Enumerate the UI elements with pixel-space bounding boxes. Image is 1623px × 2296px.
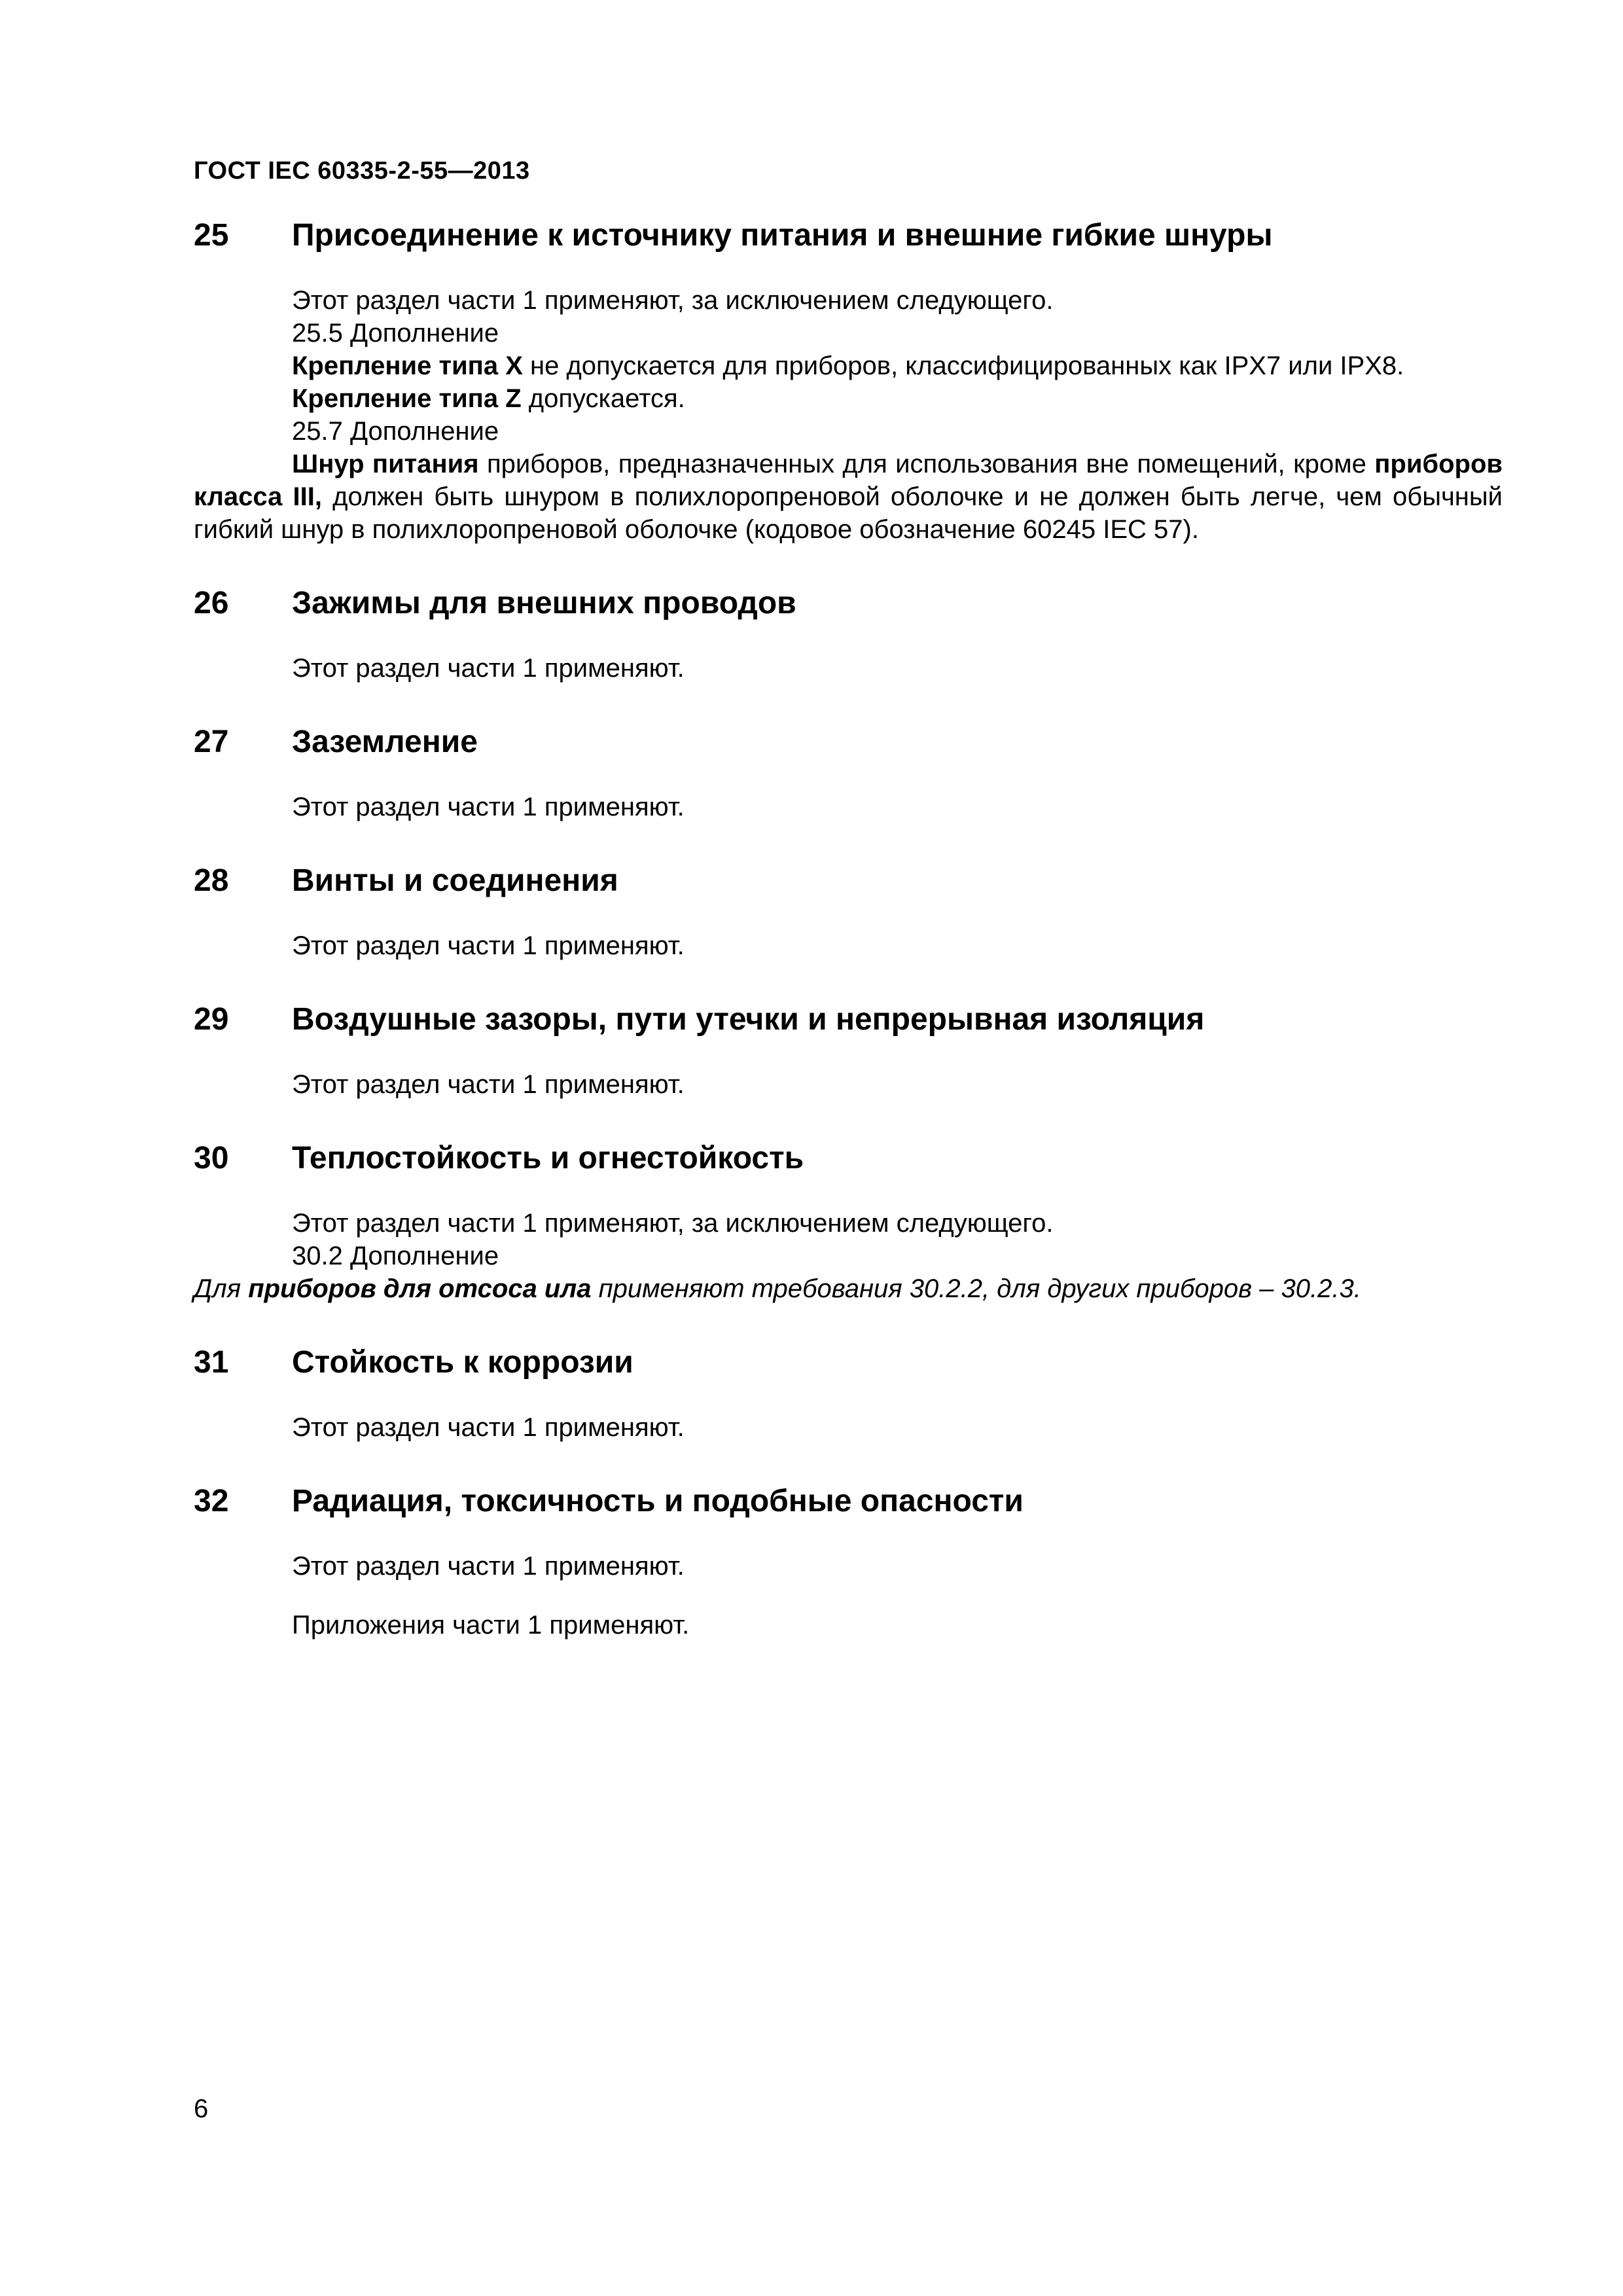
section-number: 28 (194, 863, 229, 898)
section-text: Этот раздел части 1 применяют. (292, 793, 685, 821)
clause-supply-cord (194, 448, 1503, 546)
section-heading-29 (194, 1000, 1503, 1039)
section-text: Этот раздел части 1 применяют. (292, 654, 685, 683)
section-title: Воздушные зазоры, пути утечки и непрерывная изоляция (292, 1002, 1205, 1037)
section-heading-32 (194, 1482, 1503, 1521)
section-number: 32 (194, 1484, 229, 1518)
term-class-iii: приборов класса III, (194, 450, 1503, 511)
section-number: 30 (194, 1141, 229, 1175)
clause-text: должен быть шнуром в полихлоропреновой оболочке и не должен быть легче, чем обычный гибкий шнур в полихлоропреновой оболочке (кодовое обозначение 60245 IEC 57). (194, 482, 1503, 544)
annexes-note: Приложения части 1 применяют. (292, 1611, 690, 1640)
section-text: Этот раздел части 1 применяют. (292, 1070, 685, 1099)
clause-text: приборов, предназначенных для использования вне помещений, кроме (478, 450, 1375, 478)
section-title: Заземление (292, 725, 478, 759)
term-sludge-appliances: приборов для отсоса ила (248, 1274, 592, 1303)
clause-type-x (194, 350, 1503, 382)
section-number: 29 (194, 1002, 229, 1037)
section-heading-31 (194, 1343, 1503, 1382)
term-supply-cord: Шнур питания (292, 450, 479, 478)
section-heading-25 (194, 216, 1503, 255)
section-text: Этот раздел части 1 применяют. (292, 1552, 685, 1581)
clause-sludge-appliances (96, 1272, 1503, 1305)
section-heading-27 (194, 723, 1503, 762)
page-number: 6 (194, 2094, 209, 2123)
clause-type-z (194, 382, 1503, 415)
section-title: Радиация, токсичность и подобные опасности (292, 1484, 1024, 1518)
section-intro: Этот раздел части 1 применяют, за исключением следующего. (292, 286, 1054, 315)
section-number: 26 (194, 586, 229, 620)
section-title: Стойкость к коррозии (292, 1345, 633, 1380)
section-title: Теплостойкость и огнестойкость (292, 1141, 804, 1175)
section-number: 27 (194, 725, 229, 759)
clause-text: допускается. (521, 384, 685, 413)
section-heading-30 (194, 1139, 1503, 1178)
document-header: ГОСТ IEC 60335-2-55—2013 (194, 157, 530, 185)
section-text: Этот раздел части 1 применяют. (292, 931, 685, 960)
document-body (194, 216, 1503, 1641)
section-title: Присоединение к источнику питания и внешние гибкие шнуры (292, 218, 1273, 253)
section-heading-26 (194, 584, 1503, 623)
section-title: Винты и соединения (292, 863, 618, 898)
section-intro: Этот раздел части 1 применяют, за исключением следующего. (292, 1209, 1054, 1238)
section-number: 25 (194, 218, 229, 253)
clause-text: Для (194, 1274, 249, 1303)
clause-25-7: 25.7 Дополнение (292, 417, 499, 446)
section-title: Зажимы для внешних проводов (292, 586, 796, 620)
clause-text: не допускается для приборов, классифицированных как IPX7 или IPX8. (522, 351, 1404, 380)
section-heading-28 (194, 861, 1503, 901)
section-text: Этот раздел части 1 применяют. (292, 1413, 685, 1442)
term-type-z: Крепление типа Z (292, 384, 522, 413)
clause-25-5: 25.5 Дополнение (292, 319, 499, 348)
clause-text: применяют требования 30.2.2, для других приборов – 30.2.3. (591, 1274, 1361, 1303)
section-number: 31 (194, 1345, 229, 1380)
term-type-x: Крепление типа X (292, 351, 523, 380)
clause-30-2: 30.2 Дополнение (292, 1242, 499, 1270)
